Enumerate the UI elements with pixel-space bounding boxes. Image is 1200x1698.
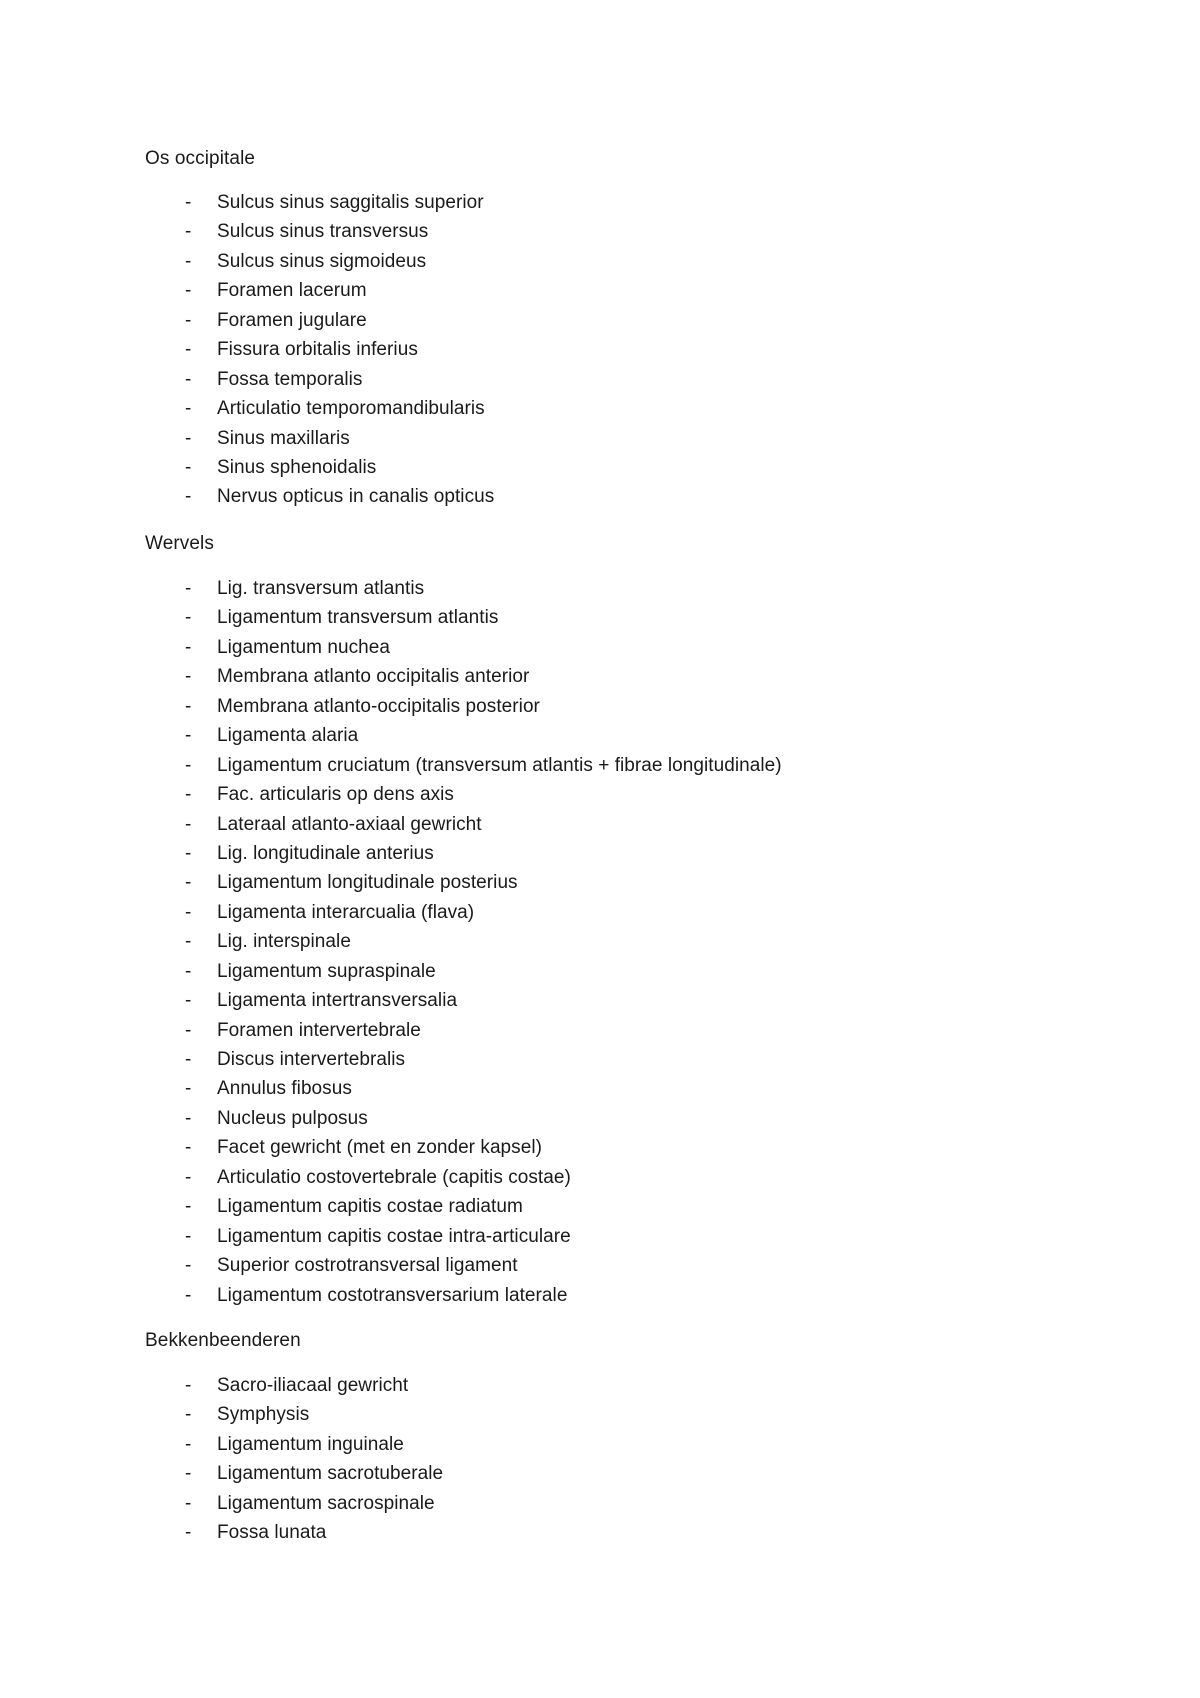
list-item-text: Sacro-iliacaal gewricht bbox=[217, 1375, 409, 1396]
list-item-text: Ligamentum longitudinale posterius bbox=[217, 872, 518, 894]
bullet-dash: - bbox=[185, 960, 192, 982]
bullet-dash: - bbox=[185, 486, 192, 508]
list-item-text: Membrana atlanto-occipitalis posterior bbox=[217, 695, 540, 717]
list-item-text: Superior costrotransversal ligament bbox=[217, 1255, 518, 1277]
list-item-text: Ligamentum capitis costae radiatum bbox=[217, 1196, 523, 1218]
list-item-text: Ligamentum nuchea bbox=[217, 636, 391, 658]
bullet-dash: - bbox=[185, 784, 192, 806]
list-item-text: Foramen jugulare bbox=[217, 309, 367, 331]
bullet-dash: - bbox=[185, 398, 192, 420]
bullet-dash: - bbox=[185, 1463, 192, 1485]
bullet-dash: - bbox=[185, 250, 192, 272]
bullet-dash: - bbox=[185, 368, 192, 390]
bullet-dash: - bbox=[185, 695, 192, 717]
list-item-text: Annulus fibosus bbox=[217, 1078, 352, 1100]
list-item-text: Fac. articularis op dens axis bbox=[217, 784, 454, 806]
list-item-text: Articulatio temporomandibularis bbox=[217, 398, 485, 420]
bullet-dash: - bbox=[185, 813, 192, 835]
bullet-dash: - bbox=[185, 427, 192, 449]
bullet-dash: - bbox=[185, 192, 192, 213]
list-item-text: Ligamentum inguinale bbox=[217, 1433, 404, 1455]
list-item-text: Ligamentum costotransversarium laterale bbox=[217, 1284, 568, 1306]
bullet-dash: - bbox=[185, 1225, 192, 1247]
bullet-dash: - bbox=[185, 339, 192, 361]
section-heading-os-occipitale: Os occipitale bbox=[145, 148, 256, 169]
list-item-text: Ligamentum transversum atlantis bbox=[217, 607, 499, 629]
list-item-text: Discus intervertebralis bbox=[217, 1049, 406, 1070]
bullet-dash: - bbox=[185, 1492, 192, 1514]
bullet-dash: - bbox=[185, 754, 192, 776]
bullet-dash: - bbox=[185, 309, 192, 331]
bullet-dash: - bbox=[185, 1196, 192, 1218]
bullet-dash: - bbox=[185, 1137, 192, 1159]
bullet-dash: - bbox=[185, 578, 192, 599]
bullet-dash: - bbox=[185, 1375, 192, 1396]
list-item-text: Sulcus sinus sigmoideus bbox=[217, 250, 427, 272]
list-item-text: Ligamenta alaria bbox=[217, 725, 359, 747]
list-item-text: Sulcus sinus transversus bbox=[217, 221, 429, 243]
list-item-text: Ligamentum sacrotuberale bbox=[217, 1463, 444, 1485]
bullet-dash: - bbox=[185, 1019, 192, 1041]
list-item-text: Lig. longitudinale anterius bbox=[217, 842, 434, 864]
bullet-dash: - bbox=[185, 842, 192, 864]
bullet-dash: - bbox=[185, 1404, 192, 1426]
bullet-dash: - bbox=[185, 1166, 192, 1188]
bullet-dash: - bbox=[185, 872, 192, 894]
bullet-dash: - bbox=[185, 666, 192, 688]
list-item-text: Foramen intervertebrale bbox=[217, 1019, 421, 1041]
bullet-dash: - bbox=[185, 636, 192, 658]
section-heading-bekkenbeenderen: Bekkenbeenderen bbox=[145, 1330, 301, 1351]
list-item-text: Ligamentum supraspinale bbox=[217, 960, 436, 982]
list-item-text: Facet gewricht (met en zonder kapsel) bbox=[217, 1137, 542, 1159]
list-item-text: Symphysis bbox=[217, 1404, 310, 1426]
bullet-dash: - bbox=[185, 1284, 192, 1306]
list-item-text: Fossa lunata bbox=[217, 1522, 327, 1544]
section-heading-wervels: Wervels bbox=[145, 533, 214, 554]
list-item-text: Foramen lacerum bbox=[217, 280, 367, 302]
bullet-dash: - bbox=[185, 1049, 192, 1070]
list-item-text: Articulatio costovertebrale (capitis costae) bbox=[217, 1166, 571, 1188]
bullet-dash: - bbox=[185, 456, 192, 478]
list-item-text: Ligamentum sacrospinale bbox=[217, 1492, 435, 1514]
bullet-dash: - bbox=[185, 221, 192, 243]
list-item-text: Sulcus sinus saggitalis superior bbox=[217, 192, 484, 213]
bullet-dash: - bbox=[185, 931, 192, 953]
list-item-text: Ligamentum capitis costae intra-articulare bbox=[217, 1225, 571, 1247]
list-item-text: Sinus sphenoidalis bbox=[217, 456, 377, 478]
bullet-dash: - bbox=[185, 280, 192, 302]
list-item-text: Membrana atlanto occipitalis anterior bbox=[217, 666, 530, 688]
bullet-dash: - bbox=[185, 1522, 192, 1544]
list-item-text: Ligamenta intertransversalia bbox=[217, 990, 458, 1012]
list-item-text: Nervus opticus in canalis opticus bbox=[217, 486, 495, 508]
list-item-text: Lig. interspinale bbox=[217, 931, 351, 953]
bullet-dash: - bbox=[185, 1078, 192, 1100]
bullet-dash: - bbox=[185, 725, 192, 747]
list-item-text: Lig. transversum atlantis bbox=[217, 578, 425, 599]
list-item-text: Ligamentum cruciatum (transversum atlantis + fibrae longitudinale) bbox=[217, 754, 782, 776]
list-item-text: Fissura orbitalis inferius bbox=[217, 339, 418, 361]
bullet-dash: - bbox=[185, 901, 192, 923]
list-item-text: Sinus maxillaris bbox=[217, 427, 350, 449]
bullet-dash: - bbox=[185, 607, 192, 629]
list-item-text: Fossa temporalis bbox=[217, 368, 363, 390]
bullet-dash: - bbox=[185, 1107, 192, 1129]
list-item-text: Ligamenta interarcualia (flava) bbox=[217, 901, 475, 923]
list-item-text: Nucleus pulposus bbox=[217, 1107, 368, 1129]
bullet-dash: - bbox=[185, 990, 192, 1012]
bullet-dash: - bbox=[185, 1433, 192, 1455]
list-item-text: Lateraal atlanto-axiaal gewricht bbox=[217, 813, 482, 835]
bullet-dash: - bbox=[185, 1255, 192, 1277]
